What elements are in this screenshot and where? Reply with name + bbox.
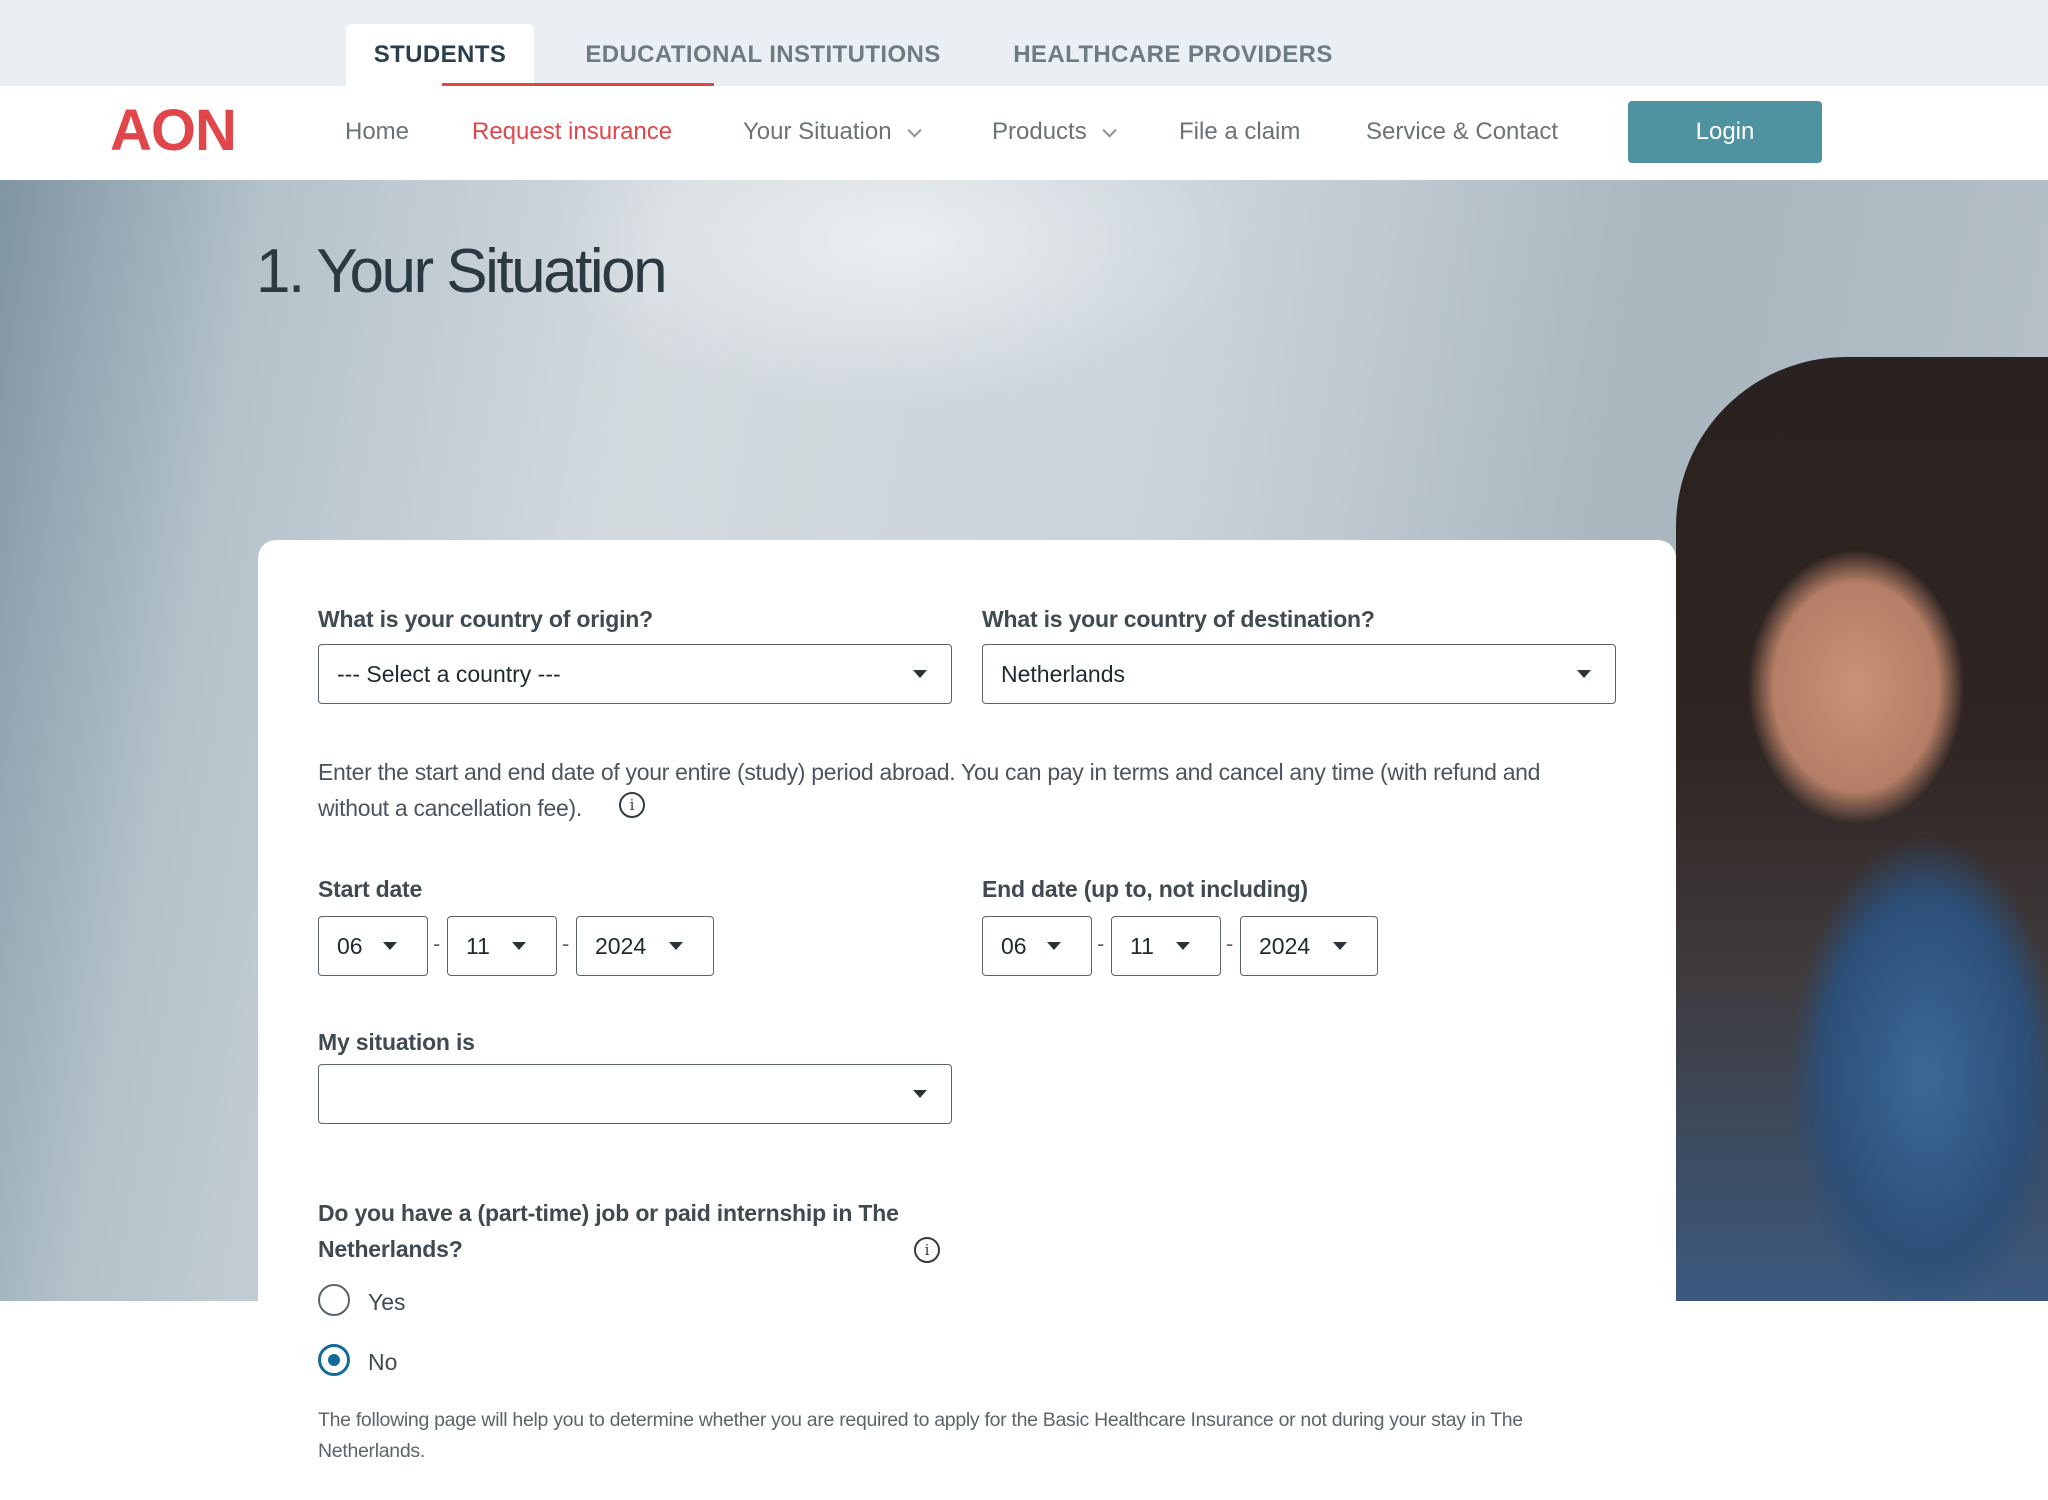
date-separator: - [562,931,570,956]
nav-request-insurance[interactable]: Request insurance [472,118,673,145]
hero-background [0,180,2048,1462]
nav-products-label: Products [992,118,1087,145]
caret-down-icon [512,942,526,950]
caret-down-icon [1047,942,1061,950]
origin-country-select[interactable] [318,644,952,704]
period-help-line-1: Enter the start and end date of your entire (study) period abroad. You can pay in terms and cancel any time (with refund and [318,759,1541,785]
caret-down-icon [383,942,397,950]
end-day-value: 06 [1001,933,1027,959]
radio-no[interactable] [318,1344,350,1376]
caret-down-icon [1176,942,1190,950]
chevron-down-icon [1102,123,1116,137]
end-day-select[interactable] [982,916,1092,976]
end-date-label: End date (up to, not including) [982,876,1308,902]
audience-tab-bar [0,0,2048,86]
job-question-line-2: Netherlands? [318,1236,463,1262]
caret-down-icon [913,1090,927,1098]
info-icon[interactable]: i [619,792,645,818]
end-year-select[interactable] [1240,916,1378,976]
situation-select[interactable] [318,1064,952,1124]
nav-products[interactable] [992,112,1111,152]
end-month-value: 11 [1130,933,1154,959]
login-button[interactable]: Login [1628,101,1822,163]
destination-country-value: Netherlands [1001,661,1126,687]
start-day-select[interactable] [318,916,428,976]
situation-label: My situation is [318,1029,475,1055]
nav-file-a-claim[interactable]: File a claim [1179,118,1301,145]
tab-educational-institutions[interactable]: EDUCATIONAL INSTITUTIONS [585,41,941,68]
destination-label: What is your country of destination? [982,606,1375,632]
radio-yes[interactable] [318,1284,350,1316]
footnote-line-2: Netherlands. [318,1440,425,1462]
start-date-label: Start date [318,876,423,902]
info-icon[interactable]: i [914,1237,940,1263]
date-separator: - [1226,931,1234,956]
start-year-select[interactable] [576,916,714,976]
tab-healthcare-providers[interactable]: HEALTHCARE PROVIDERS [1013,41,1333,68]
nav-home[interactable]: Home [345,118,410,145]
date-separator: - [433,931,441,956]
start-month-value: 11 [466,933,490,959]
caret-down-icon [1577,670,1591,678]
student-photo [1676,357,2048,1301]
nav-your-situation-label: Your Situation [743,118,892,145]
tab-students[interactable]: STUDENTS [346,24,534,86]
start-day-value: 06 [337,933,363,959]
job-question-line-1: Do you have a (part-time) job or paid internship in The [318,1200,899,1226]
caret-down-icon [1333,942,1347,950]
origin-label: What is your country of origin? [318,606,653,632]
start-month-select[interactable] [447,916,557,976]
end-month-select[interactable] [1111,916,1221,976]
footnote-line-1: The following page will help you to determine whether you are required to apply for the Basic Healthcare Insurance or not during your stay in The [318,1409,1523,1431]
end-year-value: 2024 [1259,933,1311,959]
caret-down-icon [669,942,683,950]
destination-country-select[interactable] [982,644,1616,704]
date-separator: - [1097,931,1105,956]
start-year-value: 2024 [595,933,647,959]
caret-down-icon [913,670,927,678]
radio-yes-label[interactable]: Yes [368,1289,406,1315]
period-help-line-2: without a cancellation fee). [318,795,582,821]
main-navbar [0,86,2048,180]
nav-your-situation[interactable] [743,112,916,152]
page-title: 1. Your Situation [256,237,666,306]
nav-service-contact[interactable]: Service & Contact [1366,118,1559,145]
chevron-down-icon [907,123,921,137]
radio-no-label[interactable]: No [368,1349,398,1375]
aon-logo[interactable]: AON [110,98,236,163]
origin-country-value: --- Select a country --- [337,661,561,687]
situation-form-card [258,540,1676,1500]
